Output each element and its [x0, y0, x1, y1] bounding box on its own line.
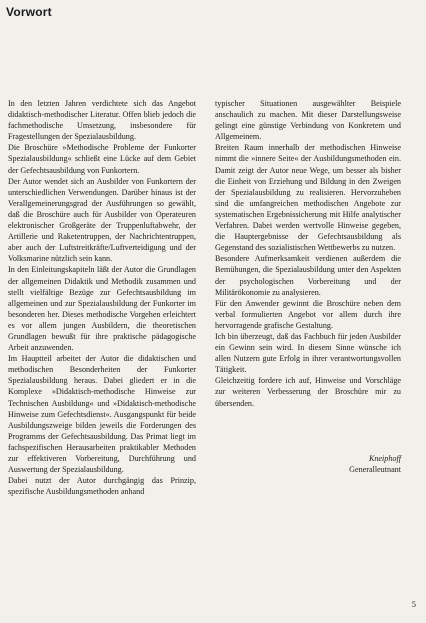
paragraph: typischer Situationen ausgewählter Beispiele anschaulich zu machen. Mit dieser Darstellungsweise gelingt eine günstige Verbindung von Konkretem und Allgemeinem.	[215, 99, 401, 142]
paragraph: In den Einleitungskapiteln läßt der Autor die Grundlagen der allgemeinen Didaktik und Methodik zusammen und stellt vielfältige Bezüge zur Gefechtsausbildung im allgemeinen und zur Spezialausbildung der Funkorter im besonderen her. Dieses methodische Vorgehen erleichtert es vor allem jungen Ausbildern, die theoretischen Grundlagen bewußt für ihre praktische pädagogische Arbeit anzuwenden.	[8, 265, 196, 353]
paragraph: In den letzten Jahren verdichtete sich das Angebot didaktisch-methodischer Literatur. Offen blieb jedoch die fachmethodische Umsetzung, insbesondere für Fragestellungen der Spezialausbildung.	[8, 99, 196, 142]
signature-block	[215, 453, 401, 475]
signature-name: Kneiphoff	[368, 454, 401, 463]
paragraph: Besondere Aufmerksamkeit verdienen außerdem die Bemühungen, die Spezialausbildung unter den Aspekten der psychologischen Vorbereitung und der Militärökonomie zu analysieren.	[215, 254, 401, 297]
paragraph: Für den Anwender gewinnt die Broschüre neben dem verbal formulierten Angebot vor allem durch ihre hervorragende grafische Gestaltung.	[215, 298, 401, 330]
right-text-column	[215, 98, 401, 409]
paragraph: Im Hauptteil arbeitet der Autor die didaktischen und methodischen Besonderheiten der Funkorter Spezialausbildung heraus. Dabei gliedert er in die Komplexe »Didaktisch-methodische Hinweise zur Technischen Ausbildung« und »Didaktisch-methodische Hinweise zum Gefechtsdienst«. Ausgangspunkt für beide Ausbildungszweige bilden jeweils die Forderungen des Programms der Gefechtsausbildung. Das Primat liegt im fachspezifischen Herausarbeiten praktikabler Methoden zur effektiveren Vorbereitung, Durchführung und Auswertung der Spezialausbildung.	[8, 354, 196, 475]
page-number: 5	[411, 599, 416, 609]
paragraph: Der Autor wendet sich an Ausbilder von Funkortern der unterschiedlichen Verwendungen. Darüber hinaus ist der Verallgemeinerungsgrad der Ausführungen so gewählt, daß die Broschüre auch für Ausbilder von Operateuren elektronischer Großgeräte der Truppenluftabwehr, der Artillerie und Raketentruppen, der Nachrichtentruppen, aber auch der Luftstreitkräfte/Luftverteidigung und der Volksmarine nützlich sein kann.	[8, 176, 196, 264]
page-title: Vorwort	[6, 5, 52, 19]
paragraph: Ich bin überzeugt, daß das Fachbuch für jeden Ausbilder ein Gewinn sein wird. In diesem Sinne wünsche ich allen Nutzern gute Erfolg in ihrer verantwortungsvollen Tätigkeit.	[215, 331, 401, 375]
paragraph: Dabei nutzt der Autor durchgängig das Prinzip, spezifische Ausbildungsmethoden anhand	[8, 476, 196, 497]
paragraph: Die Broschüre »Methodische Probleme der Funkorter Spezialausbildung« schließt eine Lücke auf dem Gebiet der Gefechtsausbildung von Funkortern.	[8, 143, 196, 175]
signature-title: Generalleutnant	[349, 465, 401, 474]
paragraph: Gleichzeitig fordere ich auf, Hinweise und Vorschläge zur weiteren Verbesserung der Broschüre mir zu übersenden.	[215, 376, 401, 408]
left-text-column	[8, 98, 196, 497]
paragraph: Breiten Raum innerhalb der methodischen Hinweise nimmt die »innere Seite« der Ausbildungsmethoden ein. Damit zeigt der Autor neue Wege, um besser als bisher die Einheit von Erziehung und Bildung in den Zweigen der Spezialausbildung zu realisieren. Hervorzuheben sind die umfangreichen methodischen Angebote zur systematischen Ergebnissicherung mit Hilfe analytischer Verfahren. Dabei werden wertvolle Hinweise gegeben, die Hauptergebnisse der Gefechtsausbildung als Gegenstand des sozialistischen Wettbewerbs zu nutzen.	[215, 143, 401, 253]
